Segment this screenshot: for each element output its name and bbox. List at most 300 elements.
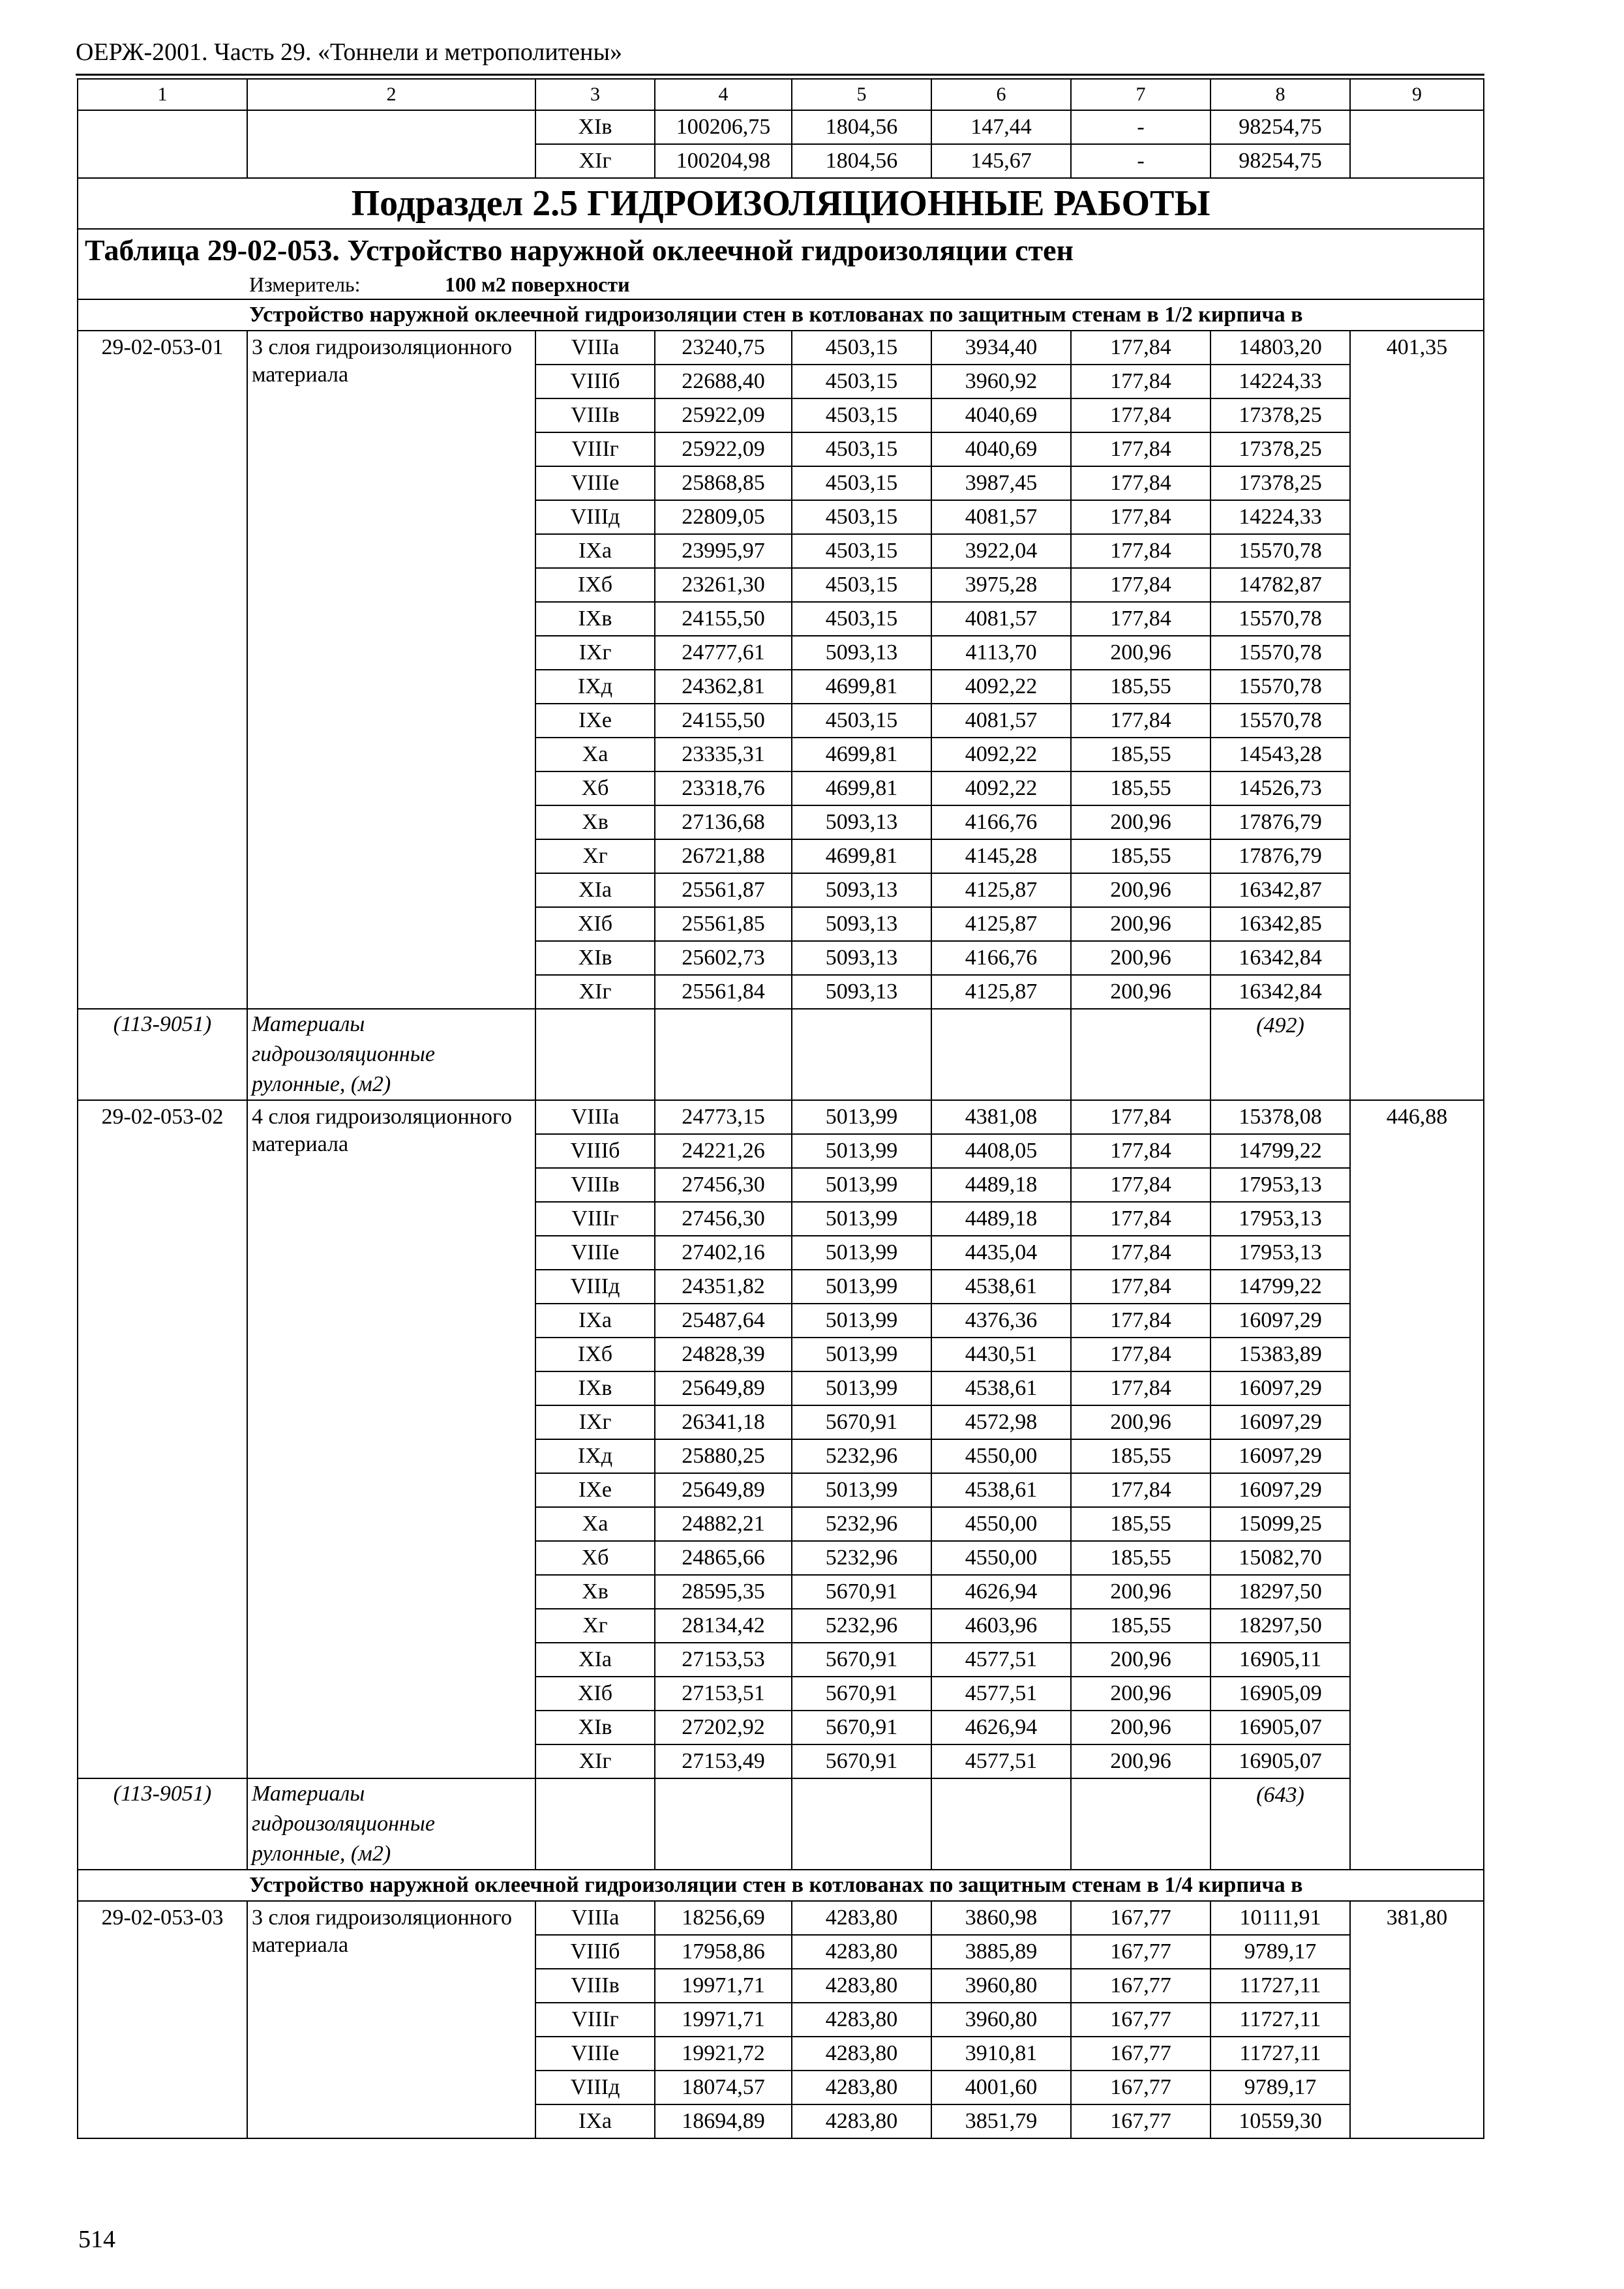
value-cell: 3975,28 [931, 568, 1071, 602]
value-cell: 167,77 [1071, 2037, 1210, 2071]
material-description: Материалы гидроизоляционные рулонные, (м2) [247, 1009, 535, 1100]
table-title: Таблица 29-02-053. Устройство наружной оклеечной гидроизоляции стен [78, 229, 1484, 271]
value-cell: 167,77 [1071, 2104, 1210, 2138]
value-cell: 167,77 [1071, 1969, 1210, 2003]
value-cell: 5093,13 [792, 873, 931, 907]
value-cell: 177,84 [1071, 568, 1210, 602]
measure-label: Измеритель: [249, 273, 361, 296]
value-cell: 27136,68 [655, 805, 792, 839]
value-cell: 4489,18 [931, 1168, 1071, 1202]
value-cell: 4626,94 [931, 1711, 1071, 1744]
value-cell: 200,96 [1071, 873, 1210, 907]
table-row [78, 1901, 1484, 1935]
value-cell: 167,77 [1071, 1935, 1210, 1969]
value-cell: 4283,80 [792, 1969, 931, 2003]
value-cell: 10111,91 [1210, 1901, 1350, 1935]
empty-cell [792, 1778, 931, 1870]
value-cell: 25561,85 [655, 907, 792, 941]
value-cell: 4503,15 [792, 534, 931, 568]
zone-cell: VIIIе [535, 466, 655, 500]
value-cell: 4125,87 [931, 873, 1071, 907]
value-cell: 4125,87 [931, 907, 1071, 941]
zone-cell: IXв [535, 602, 655, 636]
value-cell: 5093,13 [792, 907, 931, 941]
item-code: 29-02-053-02 [78, 1100, 247, 1778]
value-cell: 5013,99 [792, 1371, 931, 1405]
column-number: 9 [1350, 79, 1484, 110]
item-code: 29-02-053-03 [78, 1901, 247, 2138]
value-cell: 26341,18 [655, 1405, 792, 1439]
zone-cell: Xв [535, 1575, 655, 1609]
value-cell: 5013,99 [792, 1338, 931, 1371]
column-number: 2 [247, 79, 535, 110]
value-cell: 5093,13 [792, 805, 931, 839]
value-cell: 15099,25 [1210, 1507, 1350, 1541]
value-cell: 4503,15 [792, 398, 931, 432]
value-cell: 4538,61 [931, 1270, 1071, 1304]
material-description: Материалы гидроизоляционные рулонные, (м2) [247, 1778, 535, 1870]
item-col9-value: 401,35 [1350, 331, 1484, 1100]
value-cell: 3987,45 [931, 466, 1071, 500]
item-description: 4 слоя гидроизоляционного материала [247, 1100, 535, 1778]
value-cell: 185,55 [1071, 738, 1210, 771]
zone-cell: Xб [535, 1541, 655, 1575]
value-cell: 167,77 [1071, 1901, 1210, 1935]
empty-cell [655, 1009, 792, 1100]
value-cell: 4435,04 [931, 1236, 1071, 1270]
material-code: (113-9051) [78, 1009, 247, 1100]
value-cell: 185,55 [1071, 670, 1210, 704]
column-number: 7 [1071, 79, 1210, 110]
zone-cell: Xв [535, 805, 655, 839]
value-cell: 4503,15 [792, 704, 931, 738]
value-cell: 18694,89 [655, 2104, 792, 2138]
material-value: (643) [1210, 1778, 1350, 1870]
zone-cell: XIа [535, 1643, 655, 1677]
zone-cell: Xа [535, 1507, 655, 1541]
value-cell: 28595,35 [655, 1575, 792, 1609]
value-cell: 16342,85 [1210, 907, 1350, 941]
empty-cell [78, 110, 247, 144]
zone-cell: IXб [535, 568, 655, 602]
zone-cell: XIг [535, 975, 655, 1009]
value-cell: 18297,50 [1210, 1609, 1350, 1643]
zone-cell: VIIIв [535, 1168, 655, 1202]
value-cell: 16905,07 [1210, 1744, 1350, 1778]
empty-cell [1350, 110, 1484, 144]
value-cell: 17953,13 [1210, 1236, 1350, 1270]
column-number: 3 [535, 79, 655, 110]
value-cell: 16097,29 [1210, 1304, 1350, 1338]
value-cell: 4503,15 [792, 500, 931, 534]
zone-cell: IXа [535, 534, 655, 568]
work-group-title [78, 1870, 1484, 1901]
value-cell: 3960,80 [931, 1969, 1071, 2003]
value-cell: 5093,13 [792, 941, 931, 975]
empty-cell [535, 1778, 655, 1870]
value-cell: 14543,28 [1210, 738, 1350, 771]
value-cell: 4381,08 [931, 1100, 1071, 1134]
value-cell: 16905,09 [1210, 1677, 1350, 1711]
value-cell: 5013,99 [792, 1202, 931, 1236]
value-cell: 5670,91 [792, 1677, 931, 1711]
value-cell: 3922,04 [931, 534, 1071, 568]
value-cell: 185,55 [1071, 1609, 1210, 1643]
column-number: 8 [1210, 79, 1350, 110]
value-cell: 23335,31 [655, 738, 792, 771]
value-cell: 25922,09 [655, 432, 792, 466]
zone-cell: VIIIа [535, 331, 655, 365]
value-cell: 4577,51 [931, 1744, 1071, 1778]
value-cell: 4040,69 [931, 432, 1071, 466]
empty-cell [655, 1778, 792, 1870]
zone-cell: IXа [535, 1304, 655, 1338]
value-cell: 23318,76 [655, 771, 792, 805]
column-number: 1 [78, 79, 247, 110]
value-cell: 17953,13 [1210, 1202, 1350, 1236]
value-cell: 24777,61 [655, 636, 792, 670]
value-cell: 27153,53 [655, 1643, 792, 1677]
value-cell: 15570,78 [1210, 534, 1350, 568]
measure-line [78, 271, 1484, 299]
value-cell: 15383,89 [1210, 1338, 1350, 1371]
value-cell: 17953,13 [1210, 1168, 1350, 1202]
value-cell: 4125,87 [931, 975, 1071, 1009]
value-cell: 14526,73 [1210, 771, 1350, 805]
value-cell: 24773,15 [655, 1100, 792, 1134]
value-cell: 177,84 [1071, 1168, 1210, 1202]
value-cell: 19971,71 [655, 1969, 792, 2003]
zone-cell: VIIIг [535, 2003, 655, 2037]
value-cell: 4699,81 [792, 670, 931, 704]
value-cell: 200,96 [1071, 1711, 1210, 1744]
value-cell: - [1071, 144, 1210, 178]
empty-cell [247, 144, 535, 178]
value-cell: 5013,99 [792, 1168, 931, 1202]
value-cell: 11727,11 [1210, 1969, 1350, 2003]
value-cell: 177,84 [1071, 1236, 1210, 1270]
value-cell: 4550,00 [931, 1439, 1071, 1473]
value-cell: 185,55 [1071, 839, 1210, 873]
value-cell: 15378,08 [1210, 1100, 1350, 1134]
table-row [78, 144, 1484, 178]
value-cell: 23261,30 [655, 568, 792, 602]
value-cell: 4603,96 [931, 1609, 1071, 1643]
value-cell: 27456,30 [655, 1202, 792, 1236]
zone-cell: XIв [535, 1711, 655, 1744]
value-cell: 4489,18 [931, 1202, 1071, 1236]
value-cell: 4283,80 [792, 2104, 931, 2138]
value-cell: 17378,25 [1210, 432, 1350, 466]
zone-cell: IXд [535, 670, 655, 704]
value-cell: 25880,25 [655, 1439, 792, 1473]
value-cell: 4283,80 [792, 2003, 931, 2037]
empty-cell [1071, 1778, 1210, 1870]
value-cell: 18297,50 [1210, 1575, 1350, 1609]
value-cell: 16342,84 [1210, 941, 1350, 975]
value-cell: 5232,96 [792, 1541, 931, 1575]
zone-cell: VIIIд [535, 1270, 655, 1304]
empty-cell [931, 1009, 1071, 1100]
value-cell: 16342,87 [1210, 873, 1350, 907]
value-cell: 4538,61 [931, 1371, 1071, 1405]
value-cell: 15570,78 [1210, 670, 1350, 704]
value-cell: 24155,50 [655, 704, 792, 738]
zone-cell: VIIIа [535, 1100, 655, 1134]
value-cell: 14782,87 [1210, 568, 1350, 602]
value-cell: 177,84 [1071, 1134, 1210, 1168]
value-cell: 4113,70 [931, 636, 1071, 670]
value-cell: 177,84 [1071, 466, 1210, 500]
empty-cell [1350, 144, 1484, 178]
work-group-row [78, 1870, 1484, 1901]
zone-cell: VIIIе [535, 1236, 655, 1270]
value-cell: 4550,00 [931, 1541, 1071, 1575]
value-cell: 14224,33 [1210, 365, 1350, 398]
empty-cell [247, 110, 535, 144]
zone-cell: VIIIб [535, 1935, 655, 1969]
value-cell: 177,84 [1071, 1371, 1210, 1405]
value-cell: 4092,22 [931, 738, 1071, 771]
value-cell: 11727,11 [1210, 2037, 1350, 2071]
empty-cell [1071, 1009, 1210, 1100]
value-cell: 200,96 [1071, 1575, 1210, 1609]
material-row [78, 1009, 1484, 1100]
value-cell: 98254,75 [1210, 110, 1350, 144]
value-cell: 4166,76 [931, 805, 1071, 839]
value-cell: 4503,15 [792, 432, 931, 466]
value-cell: 27202,92 [655, 1711, 792, 1744]
value-cell: 16097,29 [1210, 1473, 1350, 1507]
value-cell: 5093,13 [792, 975, 931, 1009]
value-cell: 16097,29 [1210, 1439, 1350, 1473]
value-cell: 24882,21 [655, 1507, 792, 1541]
zone-cell: IXб [535, 1338, 655, 1371]
value-cell: 25487,64 [655, 1304, 792, 1338]
value-cell: 1804,56 [792, 110, 931, 144]
value-cell: 4166,76 [931, 941, 1071, 975]
material-value: (492) [1210, 1009, 1350, 1100]
table-row [78, 1100, 1484, 1134]
value-cell: 185,55 [1071, 771, 1210, 805]
value-cell: 24865,66 [655, 1541, 792, 1575]
value-cell: 5232,96 [792, 1439, 931, 1473]
value-cell: 14224,33 [1210, 500, 1350, 534]
value-cell: 15570,78 [1210, 602, 1350, 636]
value-cell: 5670,91 [792, 1744, 931, 1778]
value-cell: 3960,92 [931, 365, 1071, 398]
value-cell: 25561,87 [655, 873, 792, 907]
value-cell: 4092,22 [931, 670, 1071, 704]
value-cell: 17876,79 [1210, 839, 1350, 873]
empty-cell [792, 1009, 931, 1100]
value-cell: 17958,86 [655, 1935, 792, 1969]
value-cell: 4503,15 [792, 331, 931, 365]
value-cell: 17876,79 [1210, 805, 1350, 839]
value-cell: 17378,25 [1210, 466, 1350, 500]
value-cell: 3851,79 [931, 2104, 1071, 2138]
value-cell: 25602,73 [655, 941, 792, 975]
value-cell: 4408,05 [931, 1134, 1071, 1168]
value-cell: 5670,91 [792, 1405, 931, 1439]
value-cell: 1804,56 [792, 144, 931, 178]
value-cell: 4503,15 [792, 602, 931, 636]
zone-cell: IXд [535, 1439, 655, 1473]
column-number: 6 [931, 79, 1071, 110]
value-cell: 177,84 [1071, 500, 1210, 534]
value-cell: 4283,80 [792, 2037, 931, 2071]
item-col9-value: 446,88 [1350, 1100, 1484, 1870]
estimate-table [77, 78, 1484, 2139]
value-cell: 26721,88 [655, 839, 792, 873]
zone-cell: XIб [535, 907, 655, 941]
value-cell: 100204,98 [655, 144, 792, 178]
value-cell: 5013,99 [792, 1473, 931, 1507]
value-cell: 4550,00 [931, 1507, 1071, 1541]
value-cell: 27153,49 [655, 1744, 792, 1778]
page-header: ОЕРЖ-2001. Часть 29. «Тоннели и метрополитены» [76, 38, 623, 66]
value-cell: 14799,22 [1210, 1270, 1350, 1304]
value-cell: 177,84 [1071, 365, 1210, 398]
value-cell: 4283,80 [792, 1935, 931, 1969]
zone-cell: IXа [535, 2104, 655, 2138]
group-title-text: Устройство наружной оклеечной гидроизоляции стен в котлованах по защитным стенам в 1/2 кирпича в [249, 303, 1303, 327]
zone-cell: XIг [535, 144, 655, 178]
value-cell: 22688,40 [655, 365, 792, 398]
zone-cell: Xг [535, 839, 655, 873]
value-cell: 4430,51 [931, 1338, 1071, 1371]
value-cell: 177,84 [1071, 432, 1210, 466]
value-cell: 5670,91 [792, 1643, 931, 1677]
column-number: 5 [792, 79, 931, 110]
value-cell: 23995,97 [655, 534, 792, 568]
column-number: 4 [655, 79, 792, 110]
value-cell: 28134,42 [655, 1609, 792, 1643]
header-rule [76, 74, 1484, 76]
value-cell: - [1071, 110, 1210, 144]
value-cell: 24221,26 [655, 1134, 792, 1168]
zone-cell: VIIIд [535, 2071, 655, 2104]
value-cell: 4376,36 [931, 1304, 1071, 1338]
value-cell: 98254,75 [1210, 144, 1350, 178]
value-cell: 5013,99 [792, 1100, 931, 1134]
zone-cell: VIIIв [535, 398, 655, 432]
zone-cell: IXе [535, 704, 655, 738]
value-cell: 4040,69 [931, 398, 1071, 432]
empty-cell [931, 1778, 1071, 1870]
value-cell: 3910,81 [931, 2037, 1071, 2071]
item-col9-value: 381,80 [1350, 1901, 1484, 2138]
value-cell: 177,84 [1071, 1100, 1210, 1134]
value-cell: 4699,81 [792, 738, 931, 771]
value-cell: 5013,99 [792, 1134, 931, 1168]
value-cell: 185,55 [1071, 1507, 1210, 1541]
value-cell: 11727,11 [1210, 2003, 1350, 2037]
table-row [78, 331, 1484, 365]
value-cell: 4145,28 [931, 839, 1071, 873]
value-cell: 200,96 [1071, 1643, 1210, 1677]
value-cell: 4577,51 [931, 1643, 1071, 1677]
value-cell: 16342,84 [1210, 975, 1350, 1009]
zone-cell: VIIIг [535, 432, 655, 466]
value-cell: 4699,81 [792, 771, 931, 805]
material-code: (113-9051) [78, 1778, 247, 1870]
column-number-row [78, 79, 1484, 110]
value-cell: 14799,22 [1210, 1134, 1350, 1168]
value-cell: 200,96 [1071, 1744, 1210, 1778]
value-cell: 145,67 [931, 144, 1071, 178]
value-cell: 177,84 [1071, 534, 1210, 568]
value-cell: 9789,17 [1210, 2071, 1350, 2104]
value-cell: 19971,71 [655, 2003, 792, 2037]
zone-cell: Xа [535, 738, 655, 771]
value-cell: 200,96 [1071, 907, 1210, 941]
zone-cell: XIв [535, 941, 655, 975]
value-cell: 24362,81 [655, 670, 792, 704]
value-cell: 185,55 [1071, 1541, 1210, 1575]
value-cell: 5232,96 [792, 1609, 931, 1643]
value-cell: 147,44 [931, 110, 1071, 144]
value-cell: 5013,99 [792, 1270, 931, 1304]
zone-cell: VIIIг [535, 1202, 655, 1236]
value-cell: 177,84 [1071, 1473, 1210, 1507]
value-cell: 15082,70 [1210, 1541, 1350, 1575]
value-cell: 177,84 [1071, 1270, 1210, 1304]
value-cell: 16905,11 [1210, 1643, 1350, 1677]
work-group-row [78, 299, 1484, 331]
value-cell: 18256,69 [655, 1901, 792, 1935]
value-cell: 4503,15 [792, 568, 931, 602]
value-cell: 27402,16 [655, 1236, 792, 1270]
empty-cell [78, 144, 247, 178]
value-cell: 4503,15 [792, 365, 931, 398]
item-description: 3 слоя гидроизоляционного материала [247, 1901, 535, 2138]
value-cell: 27153,51 [655, 1677, 792, 1711]
value-cell: 177,84 [1071, 704, 1210, 738]
table-row [78, 110, 1484, 144]
value-cell: 4577,51 [931, 1677, 1071, 1711]
subsection-row [78, 178, 1484, 229]
value-cell: 22809,05 [655, 500, 792, 534]
value-cell: 167,77 [1071, 2003, 1210, 2037]
group-title-text: Устройство наружной оклеечной гидроизоляции стен в котлованах по защитным стенам в 1/4 кирпича в [249, 1873, 1303, 1897]
value-cell: 200,96 [1071, 1405, 1210, 1439]
zone-cell: VIIIа [535, 1901, 655, 1935]
zone-cell: VIIIд [535, 500, 655, 534]
value-cell: 4626,94 [931, 1575, 1071, 1609]
value-cell: 3860,98 [931, 1901, 1071, 1935]
item-code: 29-02-053-01 [78, 331, 247, 1009]
value-cell: 200,96 [1071, 805, 1210, 839]
value-cell: 25922,09 [655, 398, 792, 432]
value-cell: 177,84 [1071, 398, 1210, 432]
item-description: 3 слоя гидроизоляционного материала [247, 331, 535, 1009]
page-number: 514 [78, 2226, 115, 2253]
value-cell: 200,96 [1071, 636, 1210, 670]
zone-cell: XIв [535, 110, 655, 144]
value-cell: 10559,30 [1210, 2104, 1350, 2138]
value-cell: 3934,40 [931, 331, 1071, 365]
value-cell: 177,84 [1071, 1338, 1210, 1371]
value-cell: 4283,80 [792, 1901, 931, 1935]
value-cell: 4081,57 [931, 704, 1071, 738]
value-cell: 17378,25 [1210, 398, 1350, 432]
value-cell: 200,96 [1071, 975, 1210, 1009]
value-cell: 24155,50 [655, 602, 792, 636]
zone-cell: XIб [535, 1677, 655, 1711]
zone-cell: IXг [535, 636, 655, 670]
zone-cell: IXе [535, 1473, 655, 1507]
